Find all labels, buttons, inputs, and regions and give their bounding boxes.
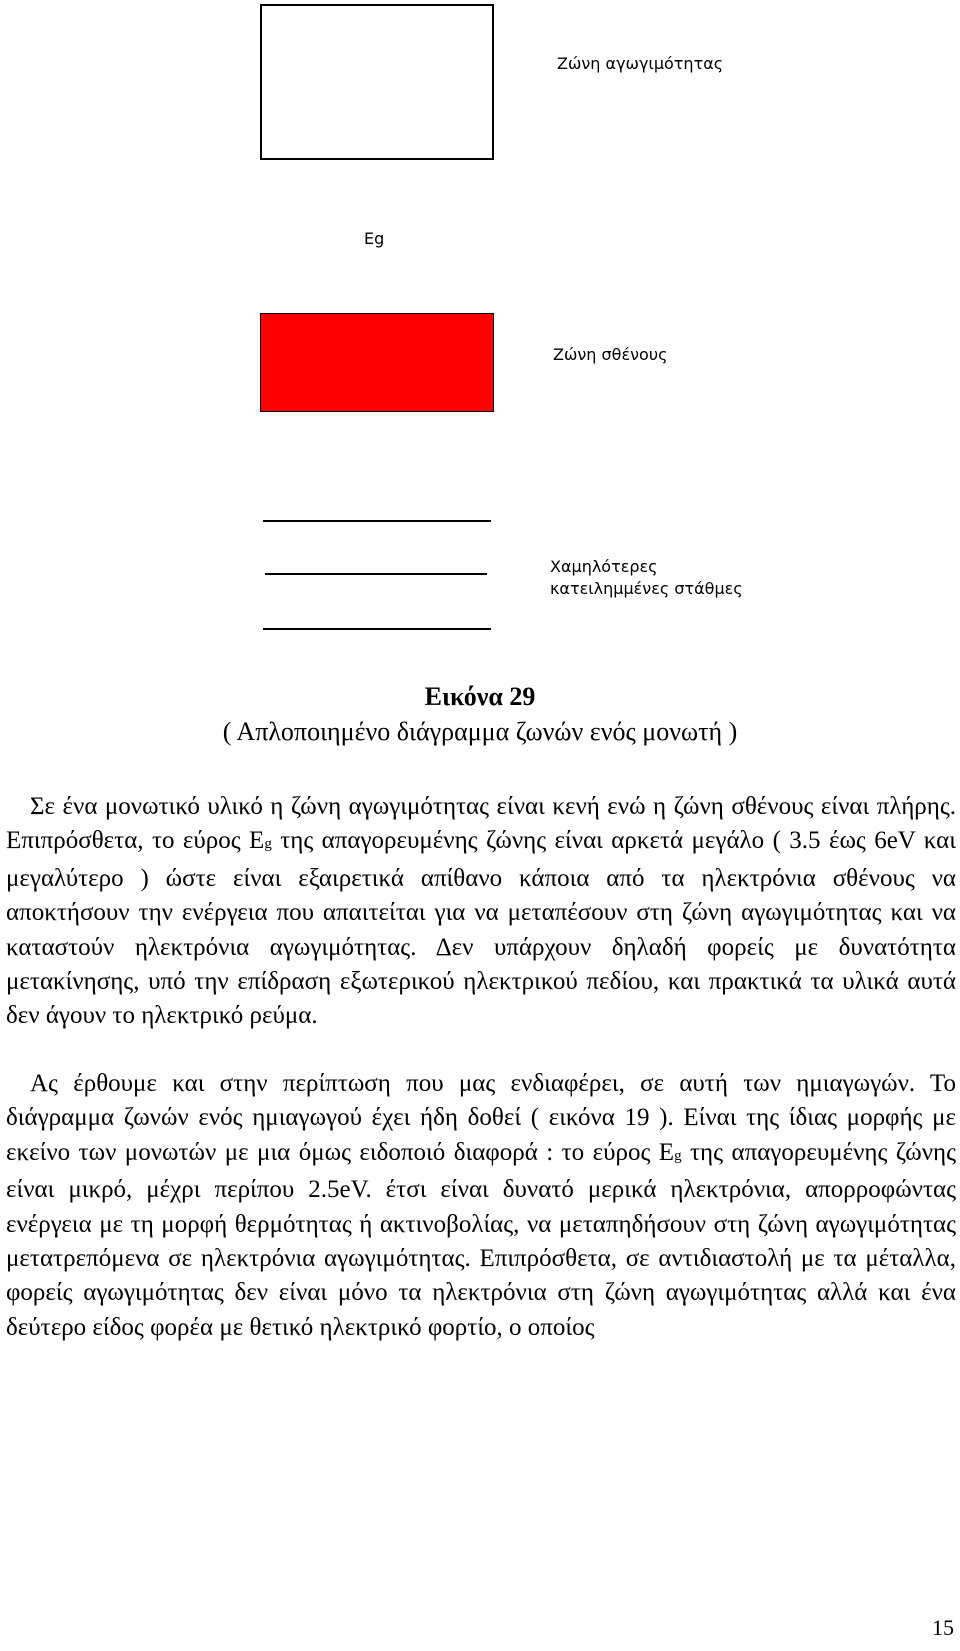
valence-band-box [260,313,494,412]
paragraph-text: Ας έρθουμε και στην περίπτωση που μας ενδιαφέρει, σε αυτή των ημιαγωγών. Το διάγραμμα ζωνών ενός ημιαγωγού έχει ήδη δοθεί ( εικόνα 19 ). Είναι της ίδιας μορφής με εκείνο των μονωτών με μια όμως ειδοποιό διαφορά : το εύρος E [6,1070,956,1166]
paragraph-text: Σε ένα μονωτικό υλικό η ζώνη αγωγιμότητας είναι κενή ενώ η ζώνη σθένους είναι πλήρης. Επιπρόσθετα, το εύρος E [6,793,956,855]
lower-levels-label-line2: κατειλημμένες στάθμες [550,579,743,598]
page-number: 15 [932,1615,954,1640]
subscript: g [674,1147,682,1164]
paragraph-insulator [6,790,956,1034]
subscript: g [264,836,272,853]
paragraph-text: της απαγορευμένης ζώνης είναι αρκετά μεγάλο ( 3.5 έως 6eV και μεγαλύτερο ) ώστε είναι εξαιρετικά απίθανο κάποια από τα ηλεκτρόνια σθένους να αποκτήσουν την ενέργεια που απαιτείται για να μεταπέσουν στη ζώνη αγωγιμότητας και να καταστούν ηλεκτρόνια αγωγιμότητας. Δεν υπάρχουν δηλαδή φορείς με δυνατότητα μετακίνησης, υπό την επίδραση εξωτερικού ηλεκτρικού πεδίου, και πρακτικά τα υλικά αυτά δεν άγουν το ηλεκτρικό ρεύμα. [6,827,956,1030]
conduction-band-box [260,4,494,160]
valence-band-label: Ζώνη σθένους [553,345,668,364]
lower-level-line [263,628,491,630]
lower-levels-label [550,556,743,600]
lower-level-line [263,520,491,522]
band-diagram [0,0,960,660]
figure-caption-subtitle: ( Απλοποιημένο διάγραμμα ζωνών ενός μονωτή ) [222,717,738,746]
paragraph-semiconductor [6,1067,956,1345]
band-gap-label: Eg [364,229,385,248]
paragraph-text: της απαγορευμένης ζώνης είναι μικρό, μέχρι περίπου 2.5eV. έτσι είναι δυνατό μερικά ηλεκτρόνια, απορροφώντας ενέργεια με τη μορφή θερμότητας ή ακτινοβολίας, να μεταπηδήσουν στη ζώνη αγωγιμότητας μετατρεπόμενα σε ηλεκτρόνια αγωγιμότητας. Επιπρόσθετα, σε αντιδιαστολή με τα μέταλλα, φορείς αγωγιμότητας δεν είναι μόνο τα ηλεκτρόνια στη ζώνη αγωγιμότητας αλλά και ένα δεύτερο είδος φορέα με θετικό ηλεκτρικό φορτίο, ο οποίος [6,1138,956,1341]
lower-level-line [265,573,487,575]
conduction-band-label: Ζώνη αγωγιμότητας [557,54,724,73]
lower-levels-label-line1: Χαμηλότερες [550,557,658,576]
figure-caption-title: Εικόνα 29 [424,682,536,711]
